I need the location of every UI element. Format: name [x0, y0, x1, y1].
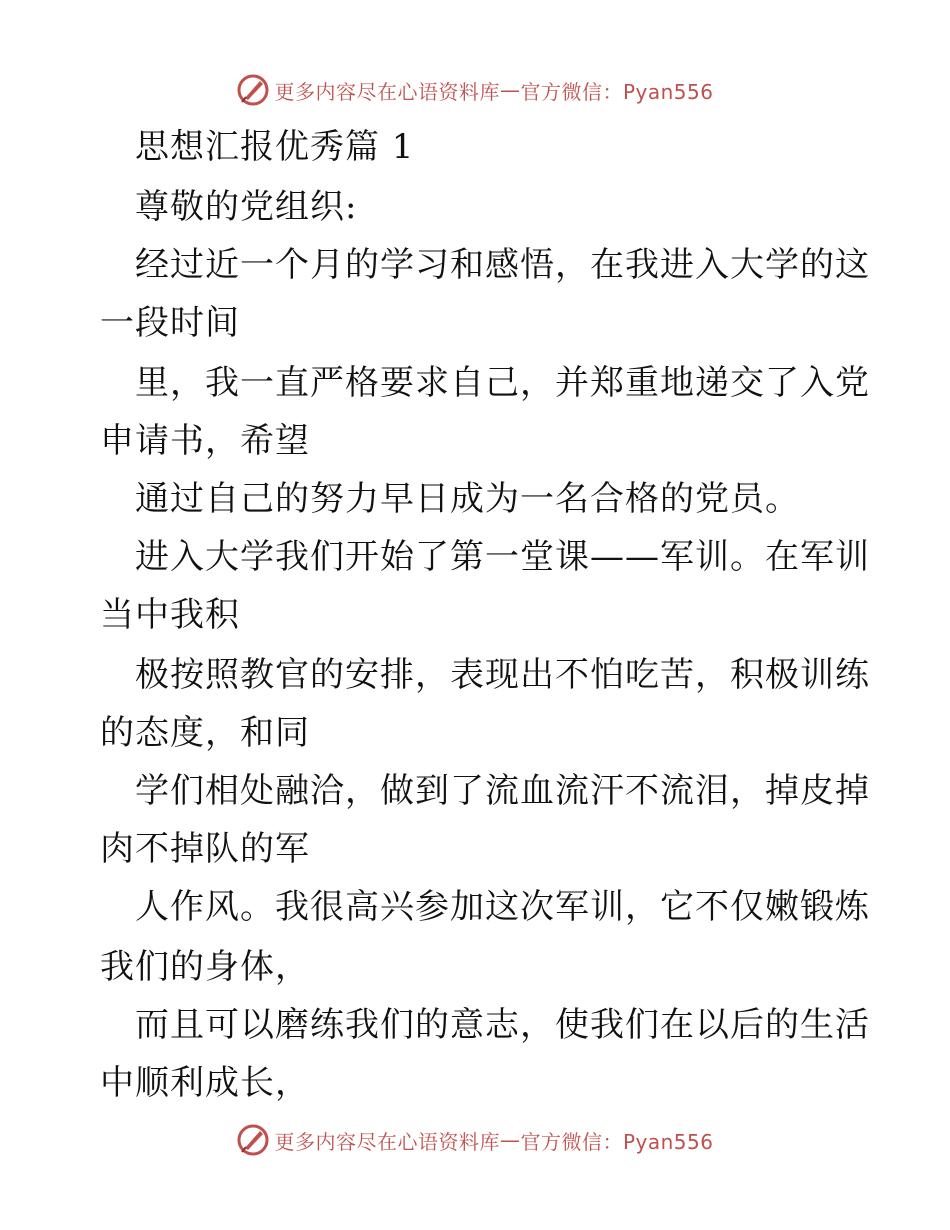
document-title: 思想汇报优秀篇 1: [135, 127, 415, 167]
paragraph-line: 一段时间: [100, 303, 240, 343]
paragraph-line: 申请书，希望: [100, 421, 310, 461]
paragraph-line: 里，我一直严格要求自己，并郑重地递交了入党: [135, 363, 870, 403]
banner-contact: 官方微信：Pyan556: [520, 79, 714, 104]
banner-text: 更多内容尽在心语资料库: [274, 79, 500, 104]
paragraph-line: 学们相处融洽，做到了流血流汗不流泪，掉皮掉: [135, 771, 870, 811]
paragraph-line: 进入大学我们开始了第一堂课——军训。在军训: [135, 537, 870, 577]
paragraph-line: 肉不掉队的军: [100, 829, 310, 869]
quill-pen-logo-icon: [236, 1123, 270, 1157]
banner-contact: 官方微信：Pyan556: [520, 1129, 714, 1154]
banner-separator: —: [499, 78, 521, 102]
banner-separator: —: [499, 1128, 521, 1152]
paragraph-line: 我们的身体，: [100, 947, 310, 987]
paragraph-line: 而且可以磨练我们的意志，使我们在以后的生活: [135, 1005, 870, 1045]
paragraph-line: 人作风。我很高兴参加这次军训，它不仅嫩锻炼: [135, 887, 870, 927]
paragraph-line: 当中我积: [100, 595, 240, 635]
banner-text: 更多内容尽在心语资料库: [274, 1129, 500, 1154]
paragraph-line: 通过自己的努力早日成为一名合格的党员。: [135, 479, 800, 519]
salutation: 尊敬的党组织:: [135, 187, 358, 227]
header-banner: [0, 70, 950, 110]
paragraph-line: 中顺利成长，: [100, 1063, 310, 1103]
footer-banner: [0, 1120, 950, 1160]
paragraph-line: 的态度，和同: [100, 713, 310, 753]
quill-pen-logo-icon: [236, 73, 270, 107]
paragraph-line: 极按照教官的安排，表现出不怕吃苦，积极训练: [135, 655, 870, 695]
paragraph-line: 经过近一个月的学习和感悟，在我进入大学的这: [135, 245, 870, 285]
